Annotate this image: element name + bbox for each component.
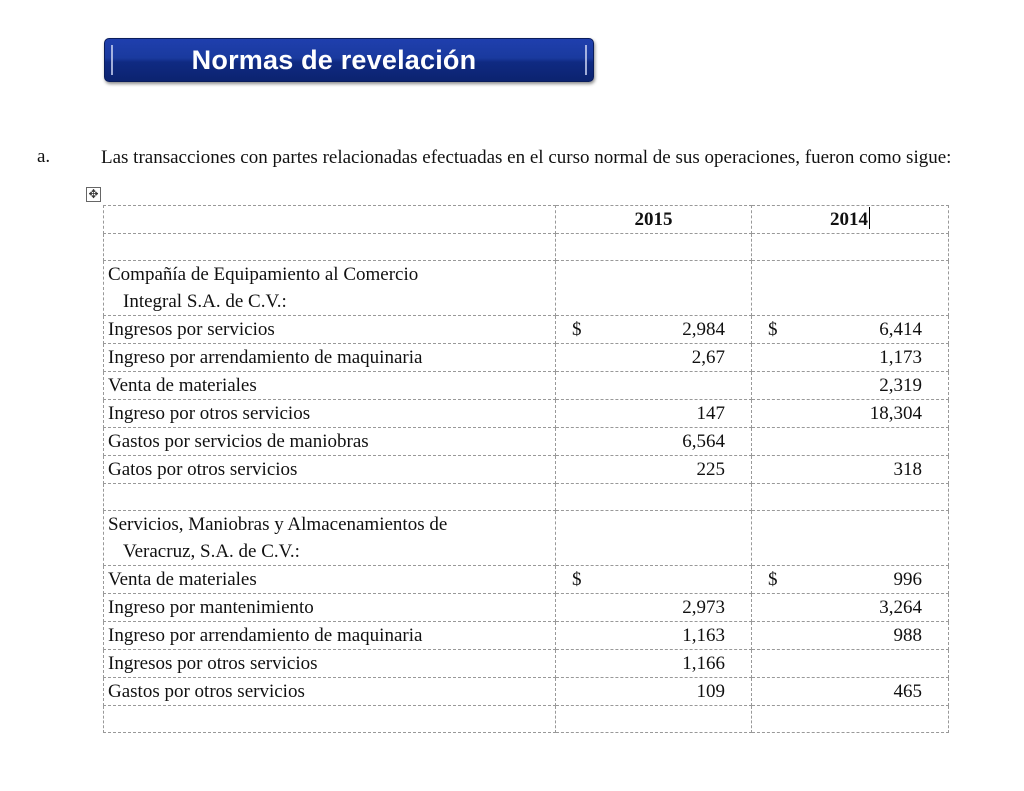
value-cell-2015 <box>556 372 752 400</box>
spacer-row <box>104 234 949 261</box>
table-header-row <box>104 206 949 234</box>
company-name-line1: Compañía de Equipamiento al Comercio <box>108 264 419 285</box>
value-cell-2015 <box>556 428 752 456</box>
value-cell-2014 <box>752 594 949 622</box>
spacer-row <box>104 706 949 733</box>
table-row <box>104 400 949 428</box>
currency-symbol: $ <box>768 569 778 590</box>
row-label: Ingreso por arrendamiento de maquinaria <box>104 622 556 650</box>
empty-cell <box>556 234 752 261</box>
currency-symbol: $ <box>768 319 778 340</box>
currency-symbol: $ <box>572 319 582 340</box>
row-label: Ingreso por arrendamiento de maquinaria <box>104 344 556 372</box>
row-label: Gastos por servicios de maniobras <box>104 428 556 456</box>
value-cell-2014 <box>752 344 949 372</box>
value-cell-2014 <box>752 400 949 428</box>
title-banner <box>104 38 594 82</box>
empty-cell <box>556 261 752 316</box>
value-cell-2014 <box>752 678 949 706</box>
page-title: Normas de revelación <box>191 44 477 75</box>
amount-2015: 147 <box>696 403 725 424</box>
empty-cell <box>752 261 949 316</box>
table-row <box>104 316 949 344</box>
row-label: Ingreso por mantenimiento <box>104 594 556 622</box>
value-cell-2015 <box>556 650 752 678</box>
amount-2015: 109 <box>696 681 725 702</box>
empty-cell <box>752 706 949 733</box>
company-name-line2: Veracruz, S.A. de C.V.: <box>123 541 300 562</box>
row-label: Ingresos por otros servicios <box>104 650 556 678</box>
currency-symbol: $ <box>572 569 582 590</box>
amount-2014: 465 <box>893 681 922 702</box>
row-label: Ingresos por servicios <box>104 316 556 344</box>
empty-cell <box>104 484 556 511</box>
amount-2014: 996 <box>893 569 922 590</box>
value-cell-2015 <box>556 678 752 706</box>
empty-cell <box>752 511 949 566</box>
value-cell-2015 <box>556 456 752 484</box>
amount-2015: 2,67 <box>691 347 725 368</box>
value-cell-2015 <box>556 344 752 372</box>
spacer-row <box>104 484 949 511</box>
table-row <box>104 344 949 372</box>
empty-cell <box>556 511 752 566</box>
amount-2014: 6,414 <box>879 319 922 340</box>
amount-2014: 988 <box>893 625 922 646</box>
company-name-line1: Servicios, Maniobras y Almacenamientos de <box>108 514 448 535</box>
header-2014-text: 2014 <box>830 209 868 230</box>
value-cell-2015 <box>556 400 752 428</box>
related-party-table <box>103 205 949 733</box>
value-cell-2014 <box>752 316 949 344</box>
intro-paragraph: Las transacciones con partes relacionadas efectuadas en el curso normal de sus operaciones, fueron como sigue: <box>101 147 952 168</box>
empty-cell <box>752 234 949 261</box>
amount-2014: 3,264 <box>879 597 922 618</box>
amount-2014: 1,173 <box>879 347 922 368</box>
value-cell-2015 <box>556 622 752 650</box>
empty-cell <box>104 706 556 733</box>
row-label: Gatos por otros servicios <box>104 456 556 484</box>
list-marker: a. <box>37 146 51 167</box>
value-cell-2014 <box>752 372 949 400</box>
value-cell-2015 <box>556 594 752 622</box>
header-label-cell <box>104 206 556 234</box>
amount-2015: 2,973 <box>682 597 725 618</box>
value-cell-2015 <box>556 566 752 594</box>
value-cell-2014 <box>752 456 949 484</box>
amount-2014: 2,319 <box>879 375 922 396</box>
row-label: Venta de materiales <box>104 372 556 400</box>
table-row <box>104 428 949 456</box>
empty-cell <box>104 234 556 261</box>
row-label: Venta de materiales <box>104 566 556 594</box>
value-cell-2014 <box>752 566 949 594</box>
company-name <box>104 261 556 316</box>
row-label: Ingreso por otros servicios <box>104 400 556 428</box>
amount-2015: 2,984 <box>682 319 725 340</box>
company-name-line2: Integral S.A. de C.V.: <box>123 291 287 312</box>
table-row <box>104 566 949 594</box>
header-2015: 2015 <box>556 206 752 234</box>
table-row <box>104 622 949 650</box>
group-header-row <box>104 261 949 316</box>
row-label: Gastos por otros servicios <box>104 678 556 706</box>
value-cell-2015 <box>556 316 752 344</box>
value-cell-2014 <box>752 428 949 456</box>
value-cell-2014 <box>752 650 949 678</box>
text-cursor <box>869 207 870 229</box>
amount-2015: 225 <box>696 459 725 480</box>
empty-cell <box>556 706 752 733</box>
header-2014[interactable] <box>752 206 949 234</box>
group-header-row <box>104 511 949 566</box>
company-name <box>104 511 556 566</box>
amount-2015: 1,163 <box>682 625 725 646</box>
table-row <box>104 372 949 400</box>
empty-cell <box>752 484 949 511</box>
amount-2014: 318 <box>893 459 922 480</box>
amount-2015: 1,166 <box>682 653 725 674</box>
table-move-handle-icon[interactable]: ✥ <box>86 187 101 202</box>
table-row <box>104 456 949 484</box>
amount-2014: 18,304 <box>869 403 922 424</box>
table-row <box>104 594 949 622</box>
table-row <box>104 678 949 706</box>
value-cell-2014 <box>752 622 949 650</box>
amount-2015: 6,564 <box>682 431 725 452</box>
table-row <box>104 650 949 678</box>
empty-cell <box>556 484 752 511</box>
